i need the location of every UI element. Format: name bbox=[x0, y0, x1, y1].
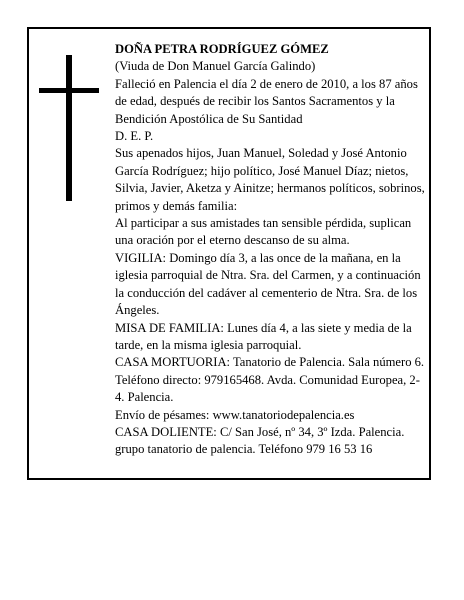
footer-info: grupo tanatorio de palencia. Teléfono 979 16 53 16 bbox=[115, 442, 373, 457]
cross-icon bbox=[39, 55, 99, 201]
vigil-info: VIGILIA: Domingo día 3, a las once de la mañana, en la iglesia parroquial de Ntra. Sra. del Carmen, y a continuación la conducción del cadáver al cementerio de Ntra. Sra. de los Ángeles. bbox=[115, 250, 421, 318]
obituary-text bbox=[115, 41, 429, 459]
rip-line: D. E. P. bbox=[115, 129, 154, 144]
home-info: CASA DOLIENTE: C/ San José, nº 34, 3º Izda. Palencia. bbox=[115, 424, 405, 439]
family-list: Sus apenados hijos, Juan Manuel, Soledad y José Antonio García Rodríguez; hijo político, José Manuel Díaz; nietos, Silvia, Javier, Aketza y Ainitze; hermanos políticos, sobrinos, primos y demás familia: bbox=[115, 146, 425, 213]
death-details: Falleció en Palencia el día 2 de enero de 2010, a los 87 años de edad, después de recibir los Santos Sacramentos y la Bendición Apostólica de Su Santidad bbox=[115, 76, 418, 126]
cross-vertical-bar bbox=[66, 55, 72, 201]
family-mass-info: MISA DE FAMILIA: Lunes día 4, a las siete y media de la tarde, en la misma iglesia parroquial. bbox=[115, 320, 412, 352]
obituary-frame bbox=[27, 27, 431, 480]
widow-of: (Viuda de Don Manuel García Galindo) bbox=[115, 59, 316, 74]
condolences-info: Envío de pésames: www.tanatoriodepalencia.es bbox=[115, 407, 355, 422]
cross-horizontal-bar bbox=[39, 88, 99, 93]
deceased-name: DOÑA PETRA RODRÍGUEZ GÓMEZ bbox=[115, 42, 329, 56]
prayer-request: Al participar a sus amistades tan sensible pérdida, suplican una oración por el eterno descanso de su alma. bbox=[115, 216, 412, 248]
mortuary-info: CASA MORTUORIA: Tanatorio de Palencia. Sala número 6. Teléfono directo: 979165468. Avda. Comunidad Europea, 2-4. Palencia. bbox=[115, 355, 425, 405]
